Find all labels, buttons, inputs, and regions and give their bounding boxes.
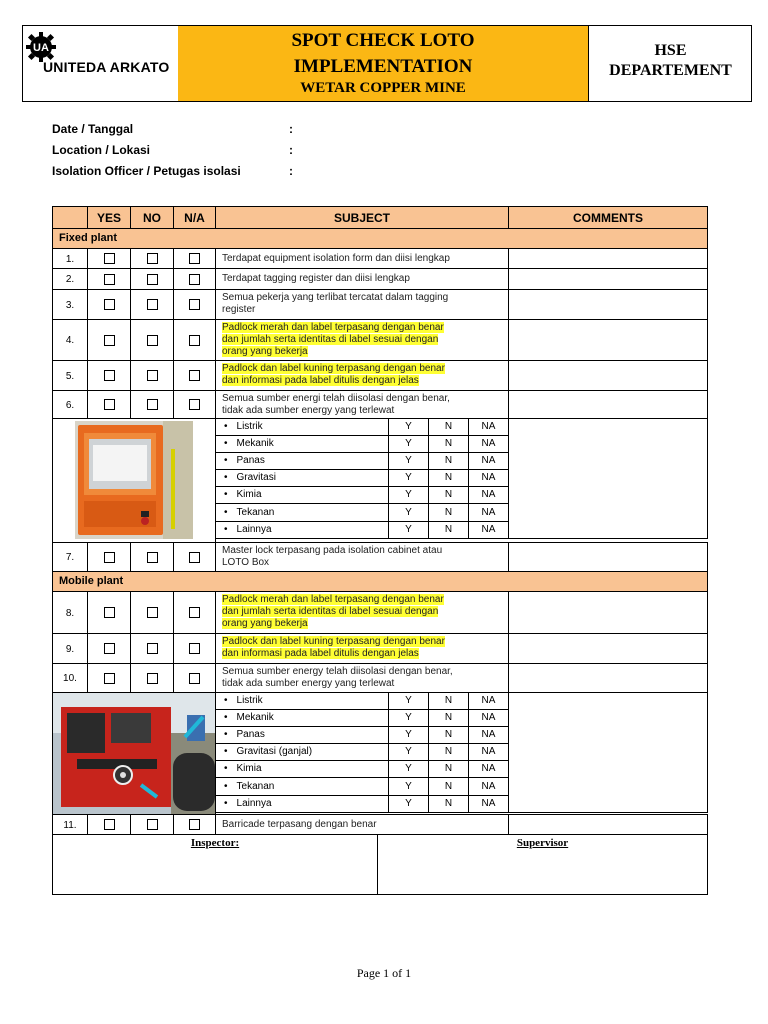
energy-no-option[interactable]: N [428, 435, 469, 453]
na-checkbox[interactable] [189, 370, 200, 381]
energy-no-option[interactable]: N [428, 503, 469, 522]
officer-separator[interactable]: : [289, 164, 293, 178]
na-checkbox[interactable] [189, 399, 200, 410]
energy-source-item: • Panas [215, 726, 389, 744]
na-checkbox[interactable] [189, 335, 200, 346]
no-cell [130, 319, 174, 361]
energy-yes-option[interactable]: Y [388, 418, 429, 436]
energy-na-option[interactable]: NA [468, 418, 509, 436]
section-fixed-plant: Fixed plant [52, 228, 708, 249]
comment-field[interactable] [508, 289, 708, 320]
energy-na-option[interactable]: NA [468, 795, 509, 813]
title-block [178, 26, 589, 101]
row-number: 2. [65, 274, 75, 285]
yes-cell [87, 289, 131, 320]
na-checkbox[interactable] [189, 253, 200, 264]
page-number: Page 1 of 1 [356, 966, 412, 980]
energy-no-option[interactable]: N [428, 743, 469, 761]
comment-field[interactable] [508, 633, 708, 664]
no-cell [130, 268, 174, 290]
row-number: 5. [65, 371, 75, 382]
comment-field[interactable] [508, 814, 708, 835]
comment-field[interactable] [508, 268, 708, 290]
subject-text: Barricade terpasang dengan benar [222, 819, 377, 830]
subject-text: Master lock terpasang pada isolation cabinet atau [222, 545, 443, 556]
yes-checkbox[interactable] [104, 819, 115, 830]
energy-no-option[interactable]: N [428, 760, 469, 778]
subject-text: dan informasi pada label ditulis dengan jelas [222, 375, 419, 386]
row-number-cell [52, 248, 88, 269]
energy-source-item: • Gravitasi [215, 469, 389, 487]
row-number: 7. [65, 552, 75, 563]
gear-logo-icon [26, 32, 56, 62]
row-number: 4. [65, 335, 75, 346]
title-line-3: WETAR COPPER MINE [300, 80, 466, 96]
yes-checkbox[interactable] [104, 607, 115, 618]
inspector-label: Inspector: [190, 837, 240, 849]
no-checkbox[interactable] [147, 299, 158, 310]
mobile-plant-image [53, 693, 215, 814]
energy-source-item: • Kimia [215, 486, 389, 504]
na-cell [173, 663, 216, 693]
yes-checkbox[interactable] [104, 643, 115, 654]
subject-cell [215, 633, 509, 664]
na-cell [173, 591, 216, 634]
comment-field[interactable] [508, 591, 708, 634]
row-number: 3. [65, 300, 75, 311]
energy-no-option[interactable]: N [428, 486, 469, 504]
energy-yes-option[interactable]: Y [388, 503, 429, 522]
subject-text: Padlock merah dan label terpasang dengan benar [222, 322, 444, 333]
row-number-cell [52, 591, 88, 634]
na-checkbox[interactable] [189, 274, 200, 285]
subject-cell [215, 289, 509, 320]
inspector-signature-box[interactable] [52, 834, 378, 895]
na-checkbox[interactable] [189, 673, 200, 684]
no-header: NO [130, 206, 174, 229]
comment-field[interactable] [508, 360, 708, 391]
subject-text: Padlock dan label kuning terpasang dengan benar [222, 636, 445, 647]
subject-text: Terdapat equipment isolation form dan diisi lengkap [222, 253, 450, 264]
yes-checkbox[interactable] [104, 274, 115, 285]
comment-field[interactable] [508, 319, 708, 361]
energy-yes-option[interactable]: Y [388, 777, 429, 796]
comment-field[interactable] [508, 663, 708, 693]
subject-text: dan jumlah serta identitas di label sesuai dengan [222, 606, 439, 617]
energy-no-option[interactable]: N [428, 469, 469, 487]
no-cell [130, 663, 174, 693]
energy-na-option[interactable]: NA [468, 521, 509, 539]
department-line-1: HSE [654, 42, 687, 59]
na-checkbox[interactable] [189, 643, 200, 654]
na-cell [173, 248, 216, 269]
image-cell-mobile [52, 692, 216, 815]
section-mobile-plant: Mobile plant [52, 571, 708, 592]
energy-source-item: • Kimia [215, 760, 389, 778]
subject-text: Terdapat tagging register dan diisi lengkap [222, 273, 410, 284]
energy-no-option[interactable]: N [428, 418, 469, 436]
subject-text: orang yang bekerja [222, 618, 308, 629]
energy-yes-option[interactable]: Y [388, 521, 429, 539]
company-logo [23, 26, 179, 101]
subject-cell [215, 268, 509, 290]
no-checkbox[interactable] [147, 399, 158, 410]
na-cell [173, 289, 216, 320]
energy-no-option[interactable]: N [428, 795, 469, 813]
energy-yes-option[interactable]: Y [388, 692, 429, 710]
no-cell [130, 633, 174, 664]
energy-yes-option[interactable]: Y [388, 469, 429, 487]
energy-source-item: • Gravitasi (ganjal) [215, 743, 389, 761]
yes-cell [87, 248, 131, 269]
location-separator[interactable]: : [289, 143, 293, 157]
department-line-2: DEPARTEMENT [609, 62, 732, 79]
row-number: 1. [65, 254, 75, 265]
energy-na-option[interactable]: NA [468, 692, 509, 710]
row-number-cell [52, 319, 88, 361]
comment-field[interactable] [508, 248, 708, 269]
energy-na-option[interactable]: NA [468, 726, 509, 744]
energy-na-option[interactable]: NA [468, 469, 509, 487]
energy-source-item: • Lainnya [215, 521, 389, 539]
row-number: 10. [63, 673, 77, 684]
department-block [589, 26, 752, 101]
no-cell [130, 289, 174, 320]
energy-no-option[interactable]: N [428, 709, 469, 727]
yes-checkbox[interactable] [104, 253, 115, 264]
yes-checkbox[interactable] [104, 335, 115, 346]
energy-na-option[interactable]: NA [468, 503, 509, 522]
subject-text: Padlock merah dan label terpasang dengan benar [222, 594, 444, 605]
subject-cell [215, 390, 509, 419]
yes-cell [87, 814, 131, 835]
energy-source-item: • Mekanik [215, 435, 389, 453]
subject-text: Semua sumber energi telah diisolasi dengan benar, [222, 393, 450, 404]
energy-source-item: • Panas [215, 452, 389, 470]
no-cell [130, 814, 174, 835]
row-number-cell [52, 663, 88, 693]
svg-text:UA: UA [33, 42, 49, 54]
subject-text: dan jumlah serta identitas di label sesuai dengan [222, 334, 439, 345]
row-number: 11. [63, 820, 77, 831]
na-cell [173, 390, 216, 419]
energy-yes-option[interactable]: Y [388, 435, 429, 453]
energy-source-item: • Listrik [215, 692, 389, 710]
loto-cabinet-image [53, 419, 215, 542]
row-number-cell [52, 289, 88, 320]
subject-text: tidak ada sumber energy yang terlewat [222, 678, 395, 689]
subject-cell [215, 360, 509, 391]
title-line-2: IMPLEMENTATION [293, 56, 473, 77]
supervisor-signature-box[interactable] [377, 834, 708, 895]
yes-checkbox[interactable] [104, 370, 115, 381]
energy-no-option[interactable]: N [428, 692, 469, 710]
yes-cell [87, 360, 131, 391]
yes-cell [87, 390, 131, 419]
energy-na-option[interactable]: NA [468, 486, 509, 504]
energy-yes-option[interactable]: Y [388, 452, 429, 470]
na-checkbox[interactable] [189, 607, 200, 618]
energy-yes-option[interactable]: Y [388, 760, 429, 778]
yes-header: YES [87, 206, 131, 229]
no-checkbox[interactable] [147, 370, 158, 381]
energy-na-option[interactable]: NA [468, 709, 509, 727]
row-number-cell [52, 633, 88, 664]
energy-source-item: • Tekanan [215, 503, 389, 522]
energy-source-item: • Tekanan [215, 777, 389, 796]
row-number: 6. [65, 400, 75, 411]
energy-na-option[interactable]: NA [468, 777, 509, 796]
yes-checkbox[interactable] [104, 552, 115, 563]
subject-text: register [222, 304, 256, 315]
energy-no-option[interactable]: N [428, 521, 469, 539]
yes-cell [87, 319, 131, 361]
na-checkbox[interactable] [189, 299, 200, 310]
subject-cell [215, 663, 509, 693]
row-number-cell [52, 360, 88, 391]
no-cell [130, 542, 174, 572]
comment-field[interactable] [508, 390, 708, 419]
energy-yes-option[interactable]: Y [388, 743, 429, 761]
no-checkbox[interactable] [147, 643, 158, 654]
date-separator[interactable]: : [289, 122, 293, 136]
subject-cell [215, 542, 509, 572]
document-header [22, 25, 752, 102]
subject-cell [215, 814, 509, 835]
row-number: 8. [65, 608, 75, 619]
no-checkbox[interactable] [147, 819, 158, 830]
row-number-cell [52, 814, 88, 835]
subject-text: tidak ada sumber energy yang terlewat [222, 405, 395, 416]
na-header: N/A [173, 206, 216, 229]
row-number-cell [52, 268, 88, 290]
energy-source-item: • Mekanik [215, 709, 389, 727]
no-checkbox[interactable] [147, 673, 158, 684]
no-checkbox[interactable] [147, 253, 158, 264]
date-label: Date / Tanggal [52, 122, 134, 136]
subject-text: LOTO Box [222, 557, 270, 568]
location-label: Location / Lokasi [52, 143, 151, 157]
energy-source-item: • Lainnya [215, 795, 389, 813]
energy-na-option[interactable]: NA [468, 435, 509, 453]
energy-no-option[interactable]: N [428, 726, 469, 744]
energy-na-option[interactable]: NA [468, 743, 509, 761]
image-cell-fixed [52, 418, 216, 543]
subject-text: Semua pekerja yang terlibat tercatat dalam tagging [222, 292, 449, 303]
yes-cell [87, 633, 131, 664]
no-cell [130, 390, 174, 419]
subject-text: Padlock dan label kuning terpasang dengan benar [222, 363, 445, 374]
na-cell [173, 360, 216, 391]
energy-yes-option[interactable]: Y [388, 486, 429, 504]
energy-comment-field[interactable] [508, 692, 708, 813]
no-checkbox[interactable] [147, 335, 158, 346]
energy-comment-field[interactable] [508, 418, 708, 539]
energy-yes-option[interactable]: Y [388, 709, 429, 727]
na-cell [173, 814, 216, 835]
supervisor-label: Supervisor [516, 837, 569, 849]
energy-yes-option[interactable]: Y [388, 795, 429, 813]
no-cell [130, 591, 174, 634]
no-cell [130, 360, 174, 391]
subject-cell [215, 591, 509, 634]
row-number: 9. [65, 644, 75, 655]
energy-no-option[interactable]: N [428, 452, 469, 470]
subject-cell [215, 319, 509, 361]
no-checkbox[interactable] [147, 552, 158, 563]
title-line-1: SPOT CHECK LOTO [291, 30, 475, 51]
na-cell [173, 319, 216, 361]
energy-yes-option[interactable]: Y [388, 726, 429, 744]
no-cell [130, 248, 174, 269]
comment-field[interactable] [508, 542, 708, 572]
yes-cell [87, 663, 131, 693]
yes-checkbox[interactable] [104, 673, 115, 684]
officer-label: Isolation Officer / Petugas isolasi [52, 164, 241, 178]
yes-cell [87, 542, 131, 572]
no-checkbox[interactable] [147, 607, 158, 618]
subject-text: orang yang bekerja [222, 346, 308, 357]
na-checkbox[interactable] [189, 819, 200, 830]
subject-text: Semua sumber energy telah diisolasi dengan benar, [222, 666, 453, 677]
na-cell [173, 633, 216, 664]
na-cell [173, 542, 216, 572]
row-number-cell [52, 390, 88, 419]
yes-cell [87, 591, 131, 634]
energy-na-option[interactable]: NA [468, 452, 509, 470]
yes-checkbox[interactable] [104, 299, 115, 310]
yes-cell [87, 268, 131, 290]
na-cell [173, 268, 216, 290]
energy-source-item: • Listrik [215, 418, 389, 436]
energy-na-option[interactable]: NA [468, 760, 509, 778]
subject-header: SUBJECT [215, 206, 509, 229]
comments-header: COMMENTS [508, 206, 708, 229]
blank-header [52, 206, 88, 229]
logo-text: UNITEDA ARKATO [43, 59, 170, 75]
no-checkbox[interactable] [147, 274, 158, 285]
subject-text: dan informasi pada label ditulis dengan jelas [222, 648, 419, 659]
subject-cell [215, 248, 509, 269]
row-number-cell [52, 542, 88, 572]
energy-no-option[interactable]: N [428, 777, 469, 796]
na-checkbox[interactable] [189, 552, 200, 563]
yes-checkbox[interactable] [104, 399, 115, 410]
